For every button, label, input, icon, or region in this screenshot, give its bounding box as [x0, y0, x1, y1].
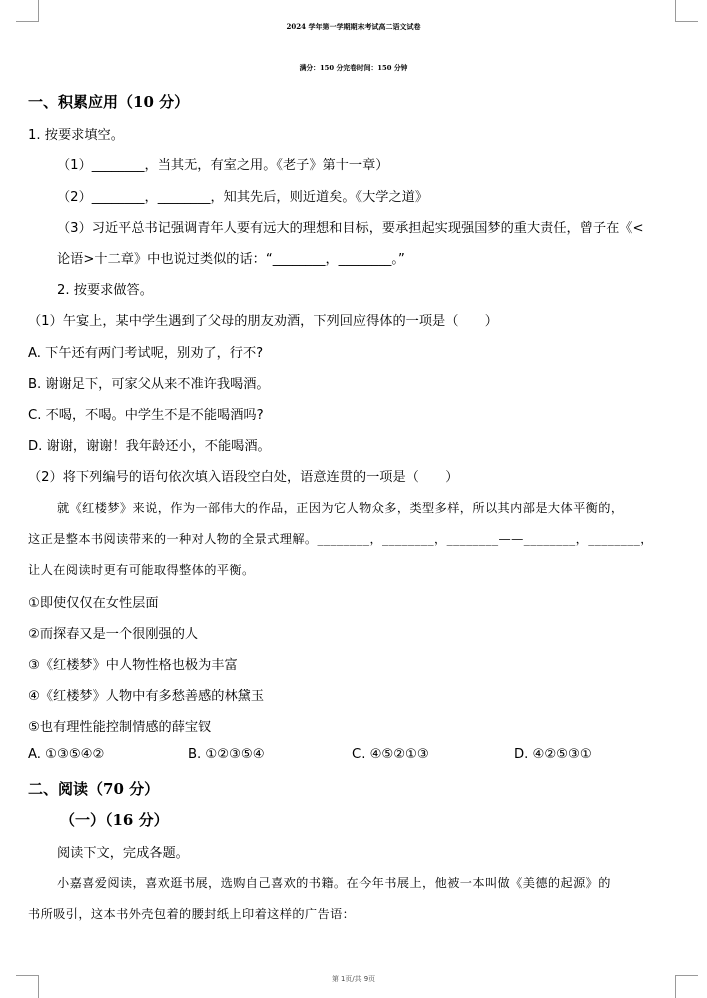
question-2-2-stem: （2）将下列编号的语句依次填入语段空白处，语意连贯的一项是（ ）: [28, 470, 459, 485]
page-footer: 第 1页/共 9页: [331, 975, 376, 983]
option-d: D. 谢谢，谢谢！我年龄还小，不能喝酒。: [28, 439, 271, 454]
reading-instruction: 阅读下文，完成各题。: [57, 846, 189, 861]
question-1-stem: 1. 按要求填空。: [28, 128, 124, 143]
passage-line-3: 让人在阅读时更有可能取得整体的平衡。: [28, 563, 255, 577]
option-b: B. 谢谢足下，可家父从来不准许我喝酒。: [28, 377, 270, 392]
crop-mark-top-left: [16, 0, 39, 22]
section-2-heading: 二、阅读（70 分）: [28, 780, 160, 798]
option-c: C. 不喝，不喝。中学生不是不能喝酒吗?: [28, 408, 264, 423]
reading-passage-line-1: 小嘉喜爱阅读，喜欢逛书展，选购自己喜欢的书籍。在今年书展上，他被一本叫做《美德的起源》的: [57, 876, 611, 890]
page-subtitle: 满分：150 分完卷时间：150 分钟: [299, 64, 408, 72]
sentence-item-5: ⑤也有理性能控制情感的薛宝钗: [28, 720, 212, 735]
passage-line-2: 这正是整本书阅读带来的一种对人物的全景式理解。________，________，________——________，________，: [28, 532, 653, 546]
choice-b: B. ①②③⑤④: [188, 747, 265, 762]
page-title: 2024 学年第一学期期末考试高二语文试卷: [286, 22, 421, 31]
section-1-heading: 一、积累应用（10 分）: [28, 93, 190, 111]
choice-a: A. ①③⑤④②: [28, 747, 105, 762]
sentence-item-3: ③《红楼梦》中人物性格也极为丰富: [28, 658, 238, 673]
sentence-item-1: ①即使仅仅在女性层面: [28, 596, 159, 611]
option-a: A. 下午还有两门考试呢，别劝了，行不?: [28, 346, 264, 361]
question-1-2: （2）________，________，知其先后，则近道矣。《大学之道》: [57, 190, 429, 205]
question-1-3-line-2: 论语>十二章》中也说过类似的话：“________，________。”: [57, 252, 405, 267]
choice-c: C. ④⑤②①③: [352, 747, 429, 762]
passage-line-1: 就《红楼梦》来说，作为一部伟大的作品，正因为它人物众多，类型多样，所以其内部是大体平衡的，: [57, 501, 624, 515]
crop-mark-top-right: [675, 0, 698, 22]
sentence-item-4: ④《红楼梦》人物中有多愁善感的林黛玉: [28, 689, 265, 704]
sentence-item-2: ②而探春又是一个很刚强的人: [28, 627, 199, 642]
choice-d: D. ④②⑤③①: [514, 747, 592, 762]
question-1-1: （1）________，当其无，有室之用。《老子》第十一章）: [57, 158, 389, 173]
reading-passage-line-2: 书所吸引，这本书外壳包着的腰封纸上印着这样的广告语：: [28, 907, 356, 921]
question-1-3-line-1: （3）习近平总书记强调青年人要有远大的理想和目标，要承担起实现强国梦的重大责任，曾子在《<: [57, 221, 644, 236]
question-2-stem: 2. 按要求做答。: [57, 283, 153, 298]
section-2-sub-heading: （一）（16 分）: [60, 811, 169, 829]
question-2-1-stem: （1）午宴上，某中学生遇到了父母的朋友劝酒，下列回应得体的一项是（ ）: [28, 314, 498, 329]
